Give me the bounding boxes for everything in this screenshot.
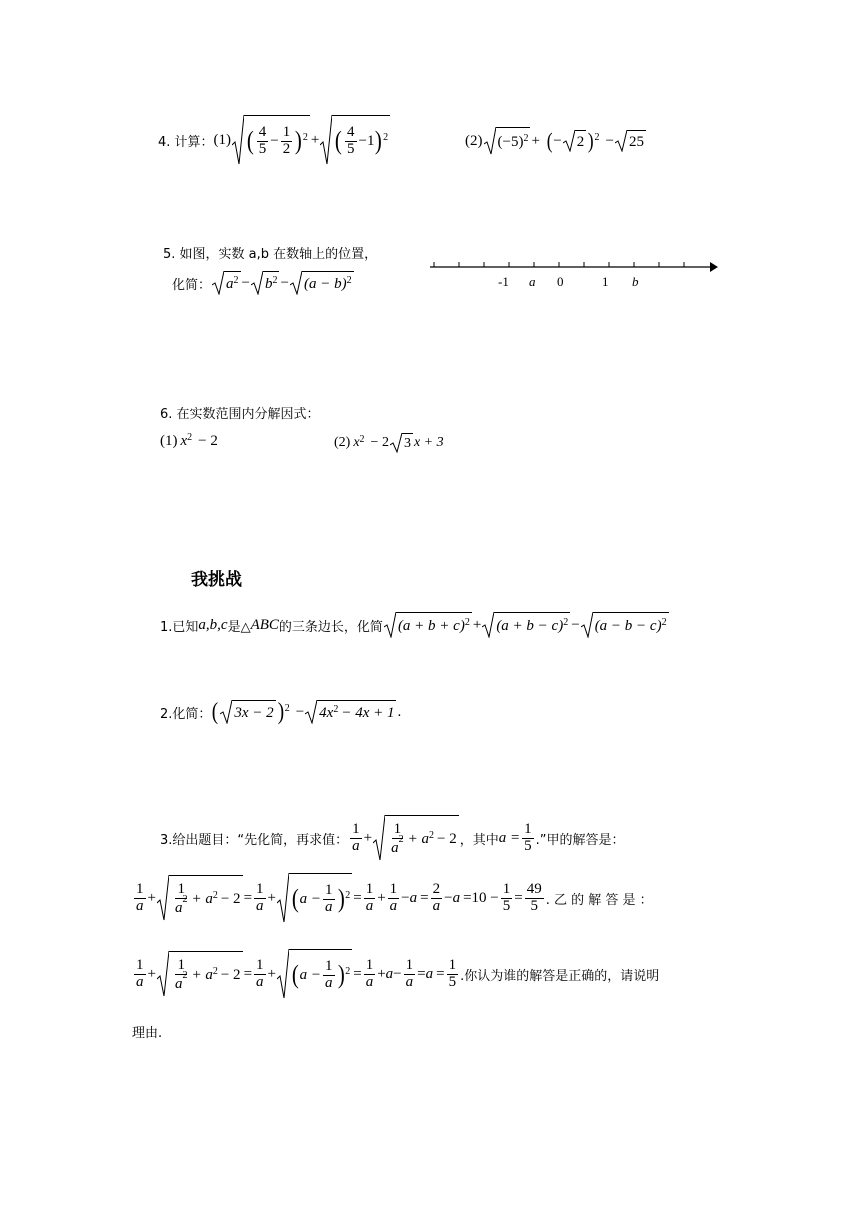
axis-label-0: 0 [557,274,564,289]
c3-last-line: 理由. [132,1026,163,1041]
q5-line-1: 5. 如图，实数 a,b 在数轴上的位置， [163,247,378,262]
q5-line-2: 化简： a 2 − b 2 − (a − b) 2 [172,268,355,298]
axis-label-neg1: -1 [498,274,509,289]
c1-line: 1.已知 a,b,c 是△ ABC 的三条边长，化简 (a + b + c) 2 + (a + b − c) 2 − (a − b − c) 2 [160,608,670,642]
q4-part1: (1) [213,131,232,148]
c3-line-1: 3.给出题目：“先化简，再求值： $\frac{1}{a}$ + $\frac{1}{a^2}$ + a 2 − 2 ，其中 a = $\frac{1}{5}$ .”甲的解答是： [160,812,624,864]
c2-line: 2.化简： ( 3x − 2 ) 2 − 4x 2 − 4x + 1 . [160,699,402,725]
section-title: 我挑战 [191,570,242,590]
q6-part2: (2) x 2 − 2 3 x + 3 [334,433,444,451]
axis-label-a: a [529,274,536,289]
sqrt-1: ( $\frac{4}{5}$ − $\frac{1}{2}$ ) 2 [232,115,310,165]
q6-part1: (1) x 2 − 2 [160,431,218,449]
q4-part2: (2) [465,132,483,149]
c3-line-2: $\frac{1}{a}$ + $\frac{1}{a^2}$ + a 2 − 2 = $\frac{1}{a}$ + ( a − $\frac{1}{a}$ ) 2 = $\frac{1}{a}$ + $\frac{1}{a}$ − a = $\frac{2}{a}$ − a = 10 − $\frac{1}{5}$ = $\frac{49}{5}$ . 乙 的 解 答 是 ： [132,870,653,926]
axis-label-b: b [632,274,639,289]
q4-label: 4. 计算： [158,134,214,150]
q6-label: 6. 在实数范围内分解因式： [160,407,320,422]
axis-label-1: 1 [602,274,609,289]
sqrt-2: ( $\frac{4}{5}$ − 1 ) 2 [320,115,390,165]
q4-line-2: (2) (−5) 2 + ( − 2 ) 2 − 25 [465,128,645,153]
number-line [428,258,720,294]
c3-line-3: $\frac{1}{a}$ + $\frac{1}{a^2}$ + a 2 − 2 = $\frac{1}{a}$ + ( a − $\frac{1}{a}$ ) 2 = $\frac{1}{a}$ + a − $\frac{1}{a}$ = a = $\frac{1}{5}$ .你认为谁的解答是正确的，请说明 [132,946,659,1002]
q4-line-1: 4. 计算： (1) ( $\frac{4}{5}$ − $\frac{1}{2}$ ) 2 + ( $\frac{4}{5}$ − 1 ) 2 [158,112,391,168]
